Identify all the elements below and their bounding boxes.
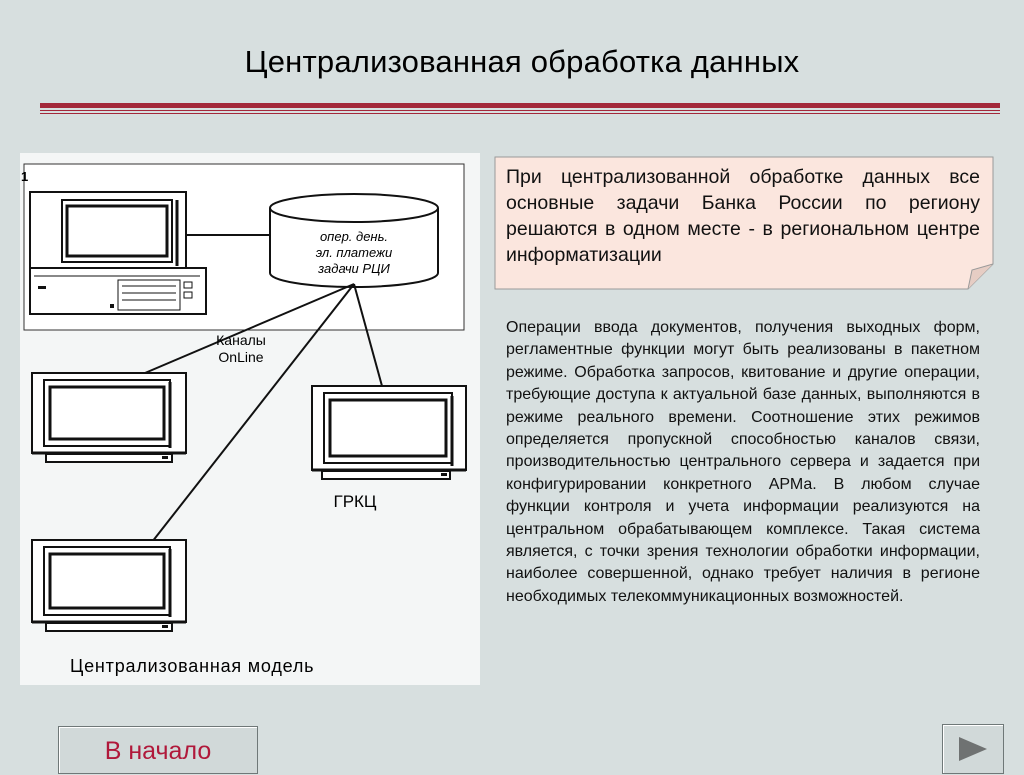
diagram-caption: Централизованная модель [70,656,315,676]
title-rule-thick [40,103,1000,108]
db-label-line-1: опер. день. [319,229,389,244]
title-rule-thin-1 [40,110,1000,111]
terminal-1-monitor-icon [32,373,186,462]
db-label-line-3: задачи РЦИ [318,261,390,276]
centralized-model-diagram [0,150,490,690]
corner-mark: 1 [21,169,29,184]
callout-text: При централизованной обработке данных все основные задачи Банка России по региону решаются в одном месте - в региональном центре информатизации [506,166,980,266]
play-arrow-icon [957,736,989,762]
db-label-line-2: эл. платежи [315,245,393,260]
system-unit-icon [30,268,206,314]
slide-title: Централизованная обработка данных [244,44,800,79]
terminal-grkc-monitor-icon [312,386,466,479]
server-monitor-icon [30,192,186,270]
terminal-3-monitor-icon [32,540,186,631]
title-rule-thin-2 [40,113,1000,114]
channels-label-line-2: OnLine [218,349,264,365]
start-button[interactable]: В начало [58,726,258,774]
body-paragraph: Операции ввода документов, получения выходных форм, регламентные функции могут быть реализованы в пакетном режиме. Обработка запросов, квитование и другие операции, требующие доступа к актуальной базе данных, выполняются в режиме реального времени. Соотношение этих режимов определяется пропускной способностью каналов связи, производительностью центрального сервера и задается при конфигурировании конкретного АРМа. В любом случае функции контроля и учета информации реализуются на центральном обрабатывающем комплексе. Такая система является, с точки зрения технологии обработки информации, наиболее совершенной, однако требует наличия в регионе необходимых телекоммуникационных возможностей. [506,319,980,605]
channels-label-line-1: Каналы [216,332,266,348]
grkc-label: ГРКЦ [333,492,377,511]
